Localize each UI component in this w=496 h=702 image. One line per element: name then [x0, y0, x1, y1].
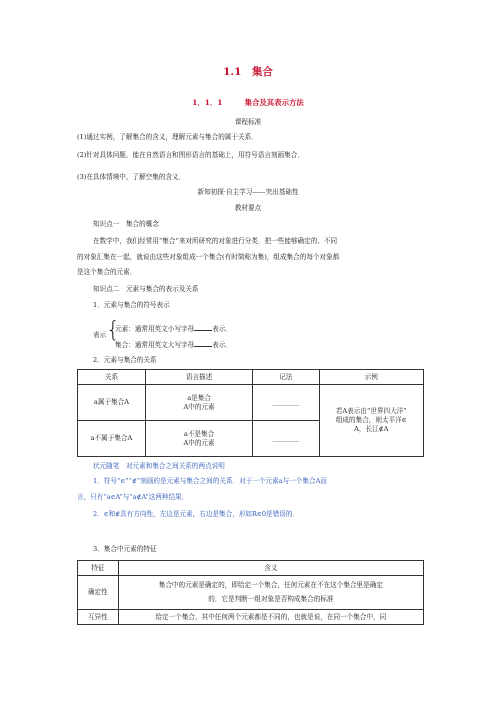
rel-row1-notation: ________ [253, 385, 319, 421]
note-2: 2．∈和∉具有方向性，左边是元素，右边是集合，形如R∈0是错误的． [93, 510, 300, 518]
kp1-title: 知识点一 集合的概念 [93, 220, 159, 228]
standard-1: (1)通过实例，了解集合的含义，理解元素与集合的属于关系． [77, 133, 258, 141]
feat-row1-text: 集合中的元素是确定的，即给定一个集合，任何元素在不在这个集合里是确定 的．它是判断一组对象是否构成集合的标准 [118, 576, 423, 610]
item2-title: 2．元素与集合的关系 [93, 356, 157, 364]
feat-row2-text: 给定一个集合，其中任何两个元素都是不同的，也就是说，在同一个集合中，同 [118, 610, 423, 625]
brace-line-1: 元素：通常用英文小写字母 表示． [115, 325, 232, 333]
feat-row1-name: 确定性 [78, 576, 119, 610]
rel-row1-desc: a是集合 A中的元素 [145, 385, 252, 421]
feat-header-meaning: 含义 [118, 561, 423, 576]
feature-table [77, 560, 424, 625]
kp2-title: 知识点二 元素与集合的表示及关系 [93, 285, 199, 293]
feat-row2-name: 互异性 [78, 610, 119, 625]
item1-title: 1．元素与集合的符号表示 [93, 301, 170, 309]
rel-header-desc: 语言描述 [145, 370, 252, 385]
rel-row2-desc: a不是集合 A中的元素 [145, 421, 252, 457]
rel-row1-relation: a属于集合A [78, 385, 146, 421]
note-1b: 言，只有“a∈A”与“a∉A”这两种结果． [77, 493, 189, 501]
rel-header-example: 示例 [319, 370, 424, 385]
kp1-text-3: 是这个集合的元素． [77, 268, 137, 276]
page-subtitle: 1．1．1 集合及其表示方法 [192, 98, 304, 107]
material-header: 教材要点 [234, 204, 262, 212]
brace-line-2: 集合：通常用英文大写字母 表示． [115, 341, 232, 349]
rel-header-notation: 记法 [253, 370, 319, 385]
section-header: 新知初探·自主学习——突出基础性 [197, 188, 299, 196]
course-standard-heading: 课程标准 [234, 118, 262, 126]
page-title: 1.1 集合 [223, 66, 273, 78]
item3-title: 3．集合中元素的特征 [93, 545, 157, 553]
kp1-text-1: 在数学中，我们经常用“集合”来对所研究的对象进行分类．把一些能够确定的、不同 [93, 237, 338, 245]
brace-icon: { [106, 318, 120, 343]
relation-table [77, 369, 424, 457]
standard-3: (3)在具体情境中，了解空集的含义． [77, 173, 186, 181]
note-1a: 1．符号“∈”“∉”刻画的是元素与集合之间的关系．对于一个元素a与一个集合A而 [93, 477, 327, 485]
standard-2: (2)针对具体问题，能在自然语言和图形语言的基础上，用符号语言刻画集合． [77, 151, 304, 159]
brace-label: 表示 [93, 331, 107, 339]
rel-example: 若A表示由“世界四大洋” 组成的集合，则太平洋∈ A，长江∉A [319, 385, 424, 457]
rel-row2-notation: ________ [253, 421, 319, 457]
feat-header-name: 特征 [78, 561, 119, 576]
rel-header-relation: 关系 [78, 370, 146, 385]
kp1-text-2: 的对象汇集在一起，就说由这些对象组成一个集合(有时简称为集)，组成集合的每个对象都 [77, 253, 340, 261]
note-title: 状元随笔 对元素和集合之间关系的两点说明 [93, 462, 225, 470]
rel-row2-relation: a不属于集合A [78, 421, 146, 457]
